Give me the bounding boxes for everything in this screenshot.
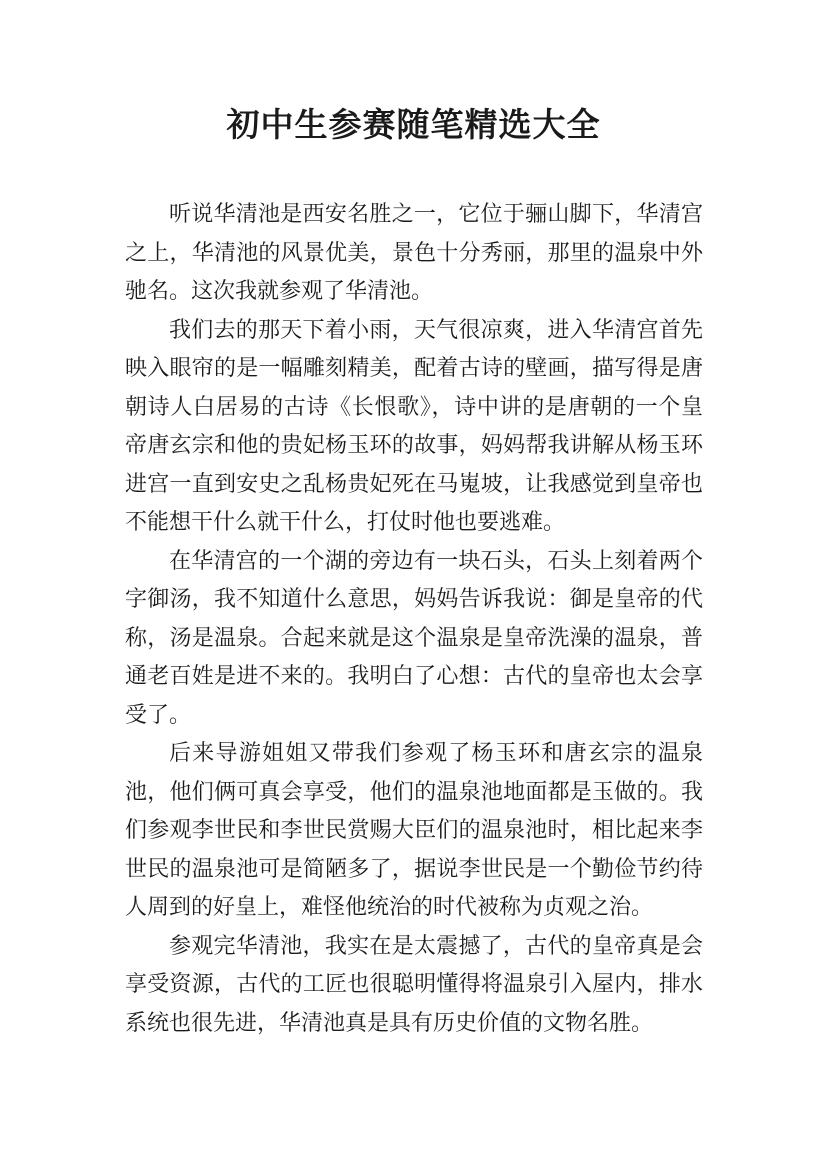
- paragraph-4: 后来导游姐姐又带我们参观了杨玉环和唐玄宗的温泉池，他们俩可真会享受，他们的温泉池地面都是玉做的。我们参观李世民和李世民赏赐大臣们的温泉池时，相比起来李世民的温泉池可是简陋多了，据说李世民是一个勤俭节约待人周到的好皇上，难怪他统治的时代被称为贞观之治。: [125, 741, 703, 920]
- paragraph-5: 参观完华清池，我实在是太震撼了，古代的皇帝真是会享受资源，古代的工匠也很聪明懂得将温泉引入屋内，排水系统也很先进，华清池真是具有历史价值的文物名胜。: [125, 933, 703, 1036]
- paragraph-2: 我们去的那天下着小雨，天气很凉爽，进入华清宫首先映入眼帘的是一幅雕刻精美，配着古诗的壁画，描写得是唐朝诗人白居易的古诗《长恨歌》，诗中讲的是唐朝的一个皇帝唐玄宗和他的贵妃杨玉环的故事，妈妈帮我讲解从杨玉环进宫一直到安史之乱杨贵妃死在马嵬坡，让我感觉到皇帝也不能想干什么就干什么，打仗时他也要逃难。: [125, 317, 703, 535]
- paragraph-1: 听说华清池是西安名胜之一，它位于骊山脚下，华清宫之上，华清池的风景优美，景色十分秀丽，那里的温泉中外驰名。这次我就参观了华清池。: [125, 202, 703, 304]
- paragraph-3: 在华清宫的一个湖的旁边有一块石头，石头上刻着两个字御汤，我不知道什么意思，妈妈告诉我说：御是皇帝的代称，汤是温泉。合起来就是这个温泉是皇帝洗澡的温泉，普通老百姓是进不来的。我明白了心想：古代的皇帝也太会享受了。: [125, 548, 703, 728]
- document-title: 初中生参赛随笔精选大全: [226, 105, 601, 144]
- document-body: [125, 196, 703, 1043]
